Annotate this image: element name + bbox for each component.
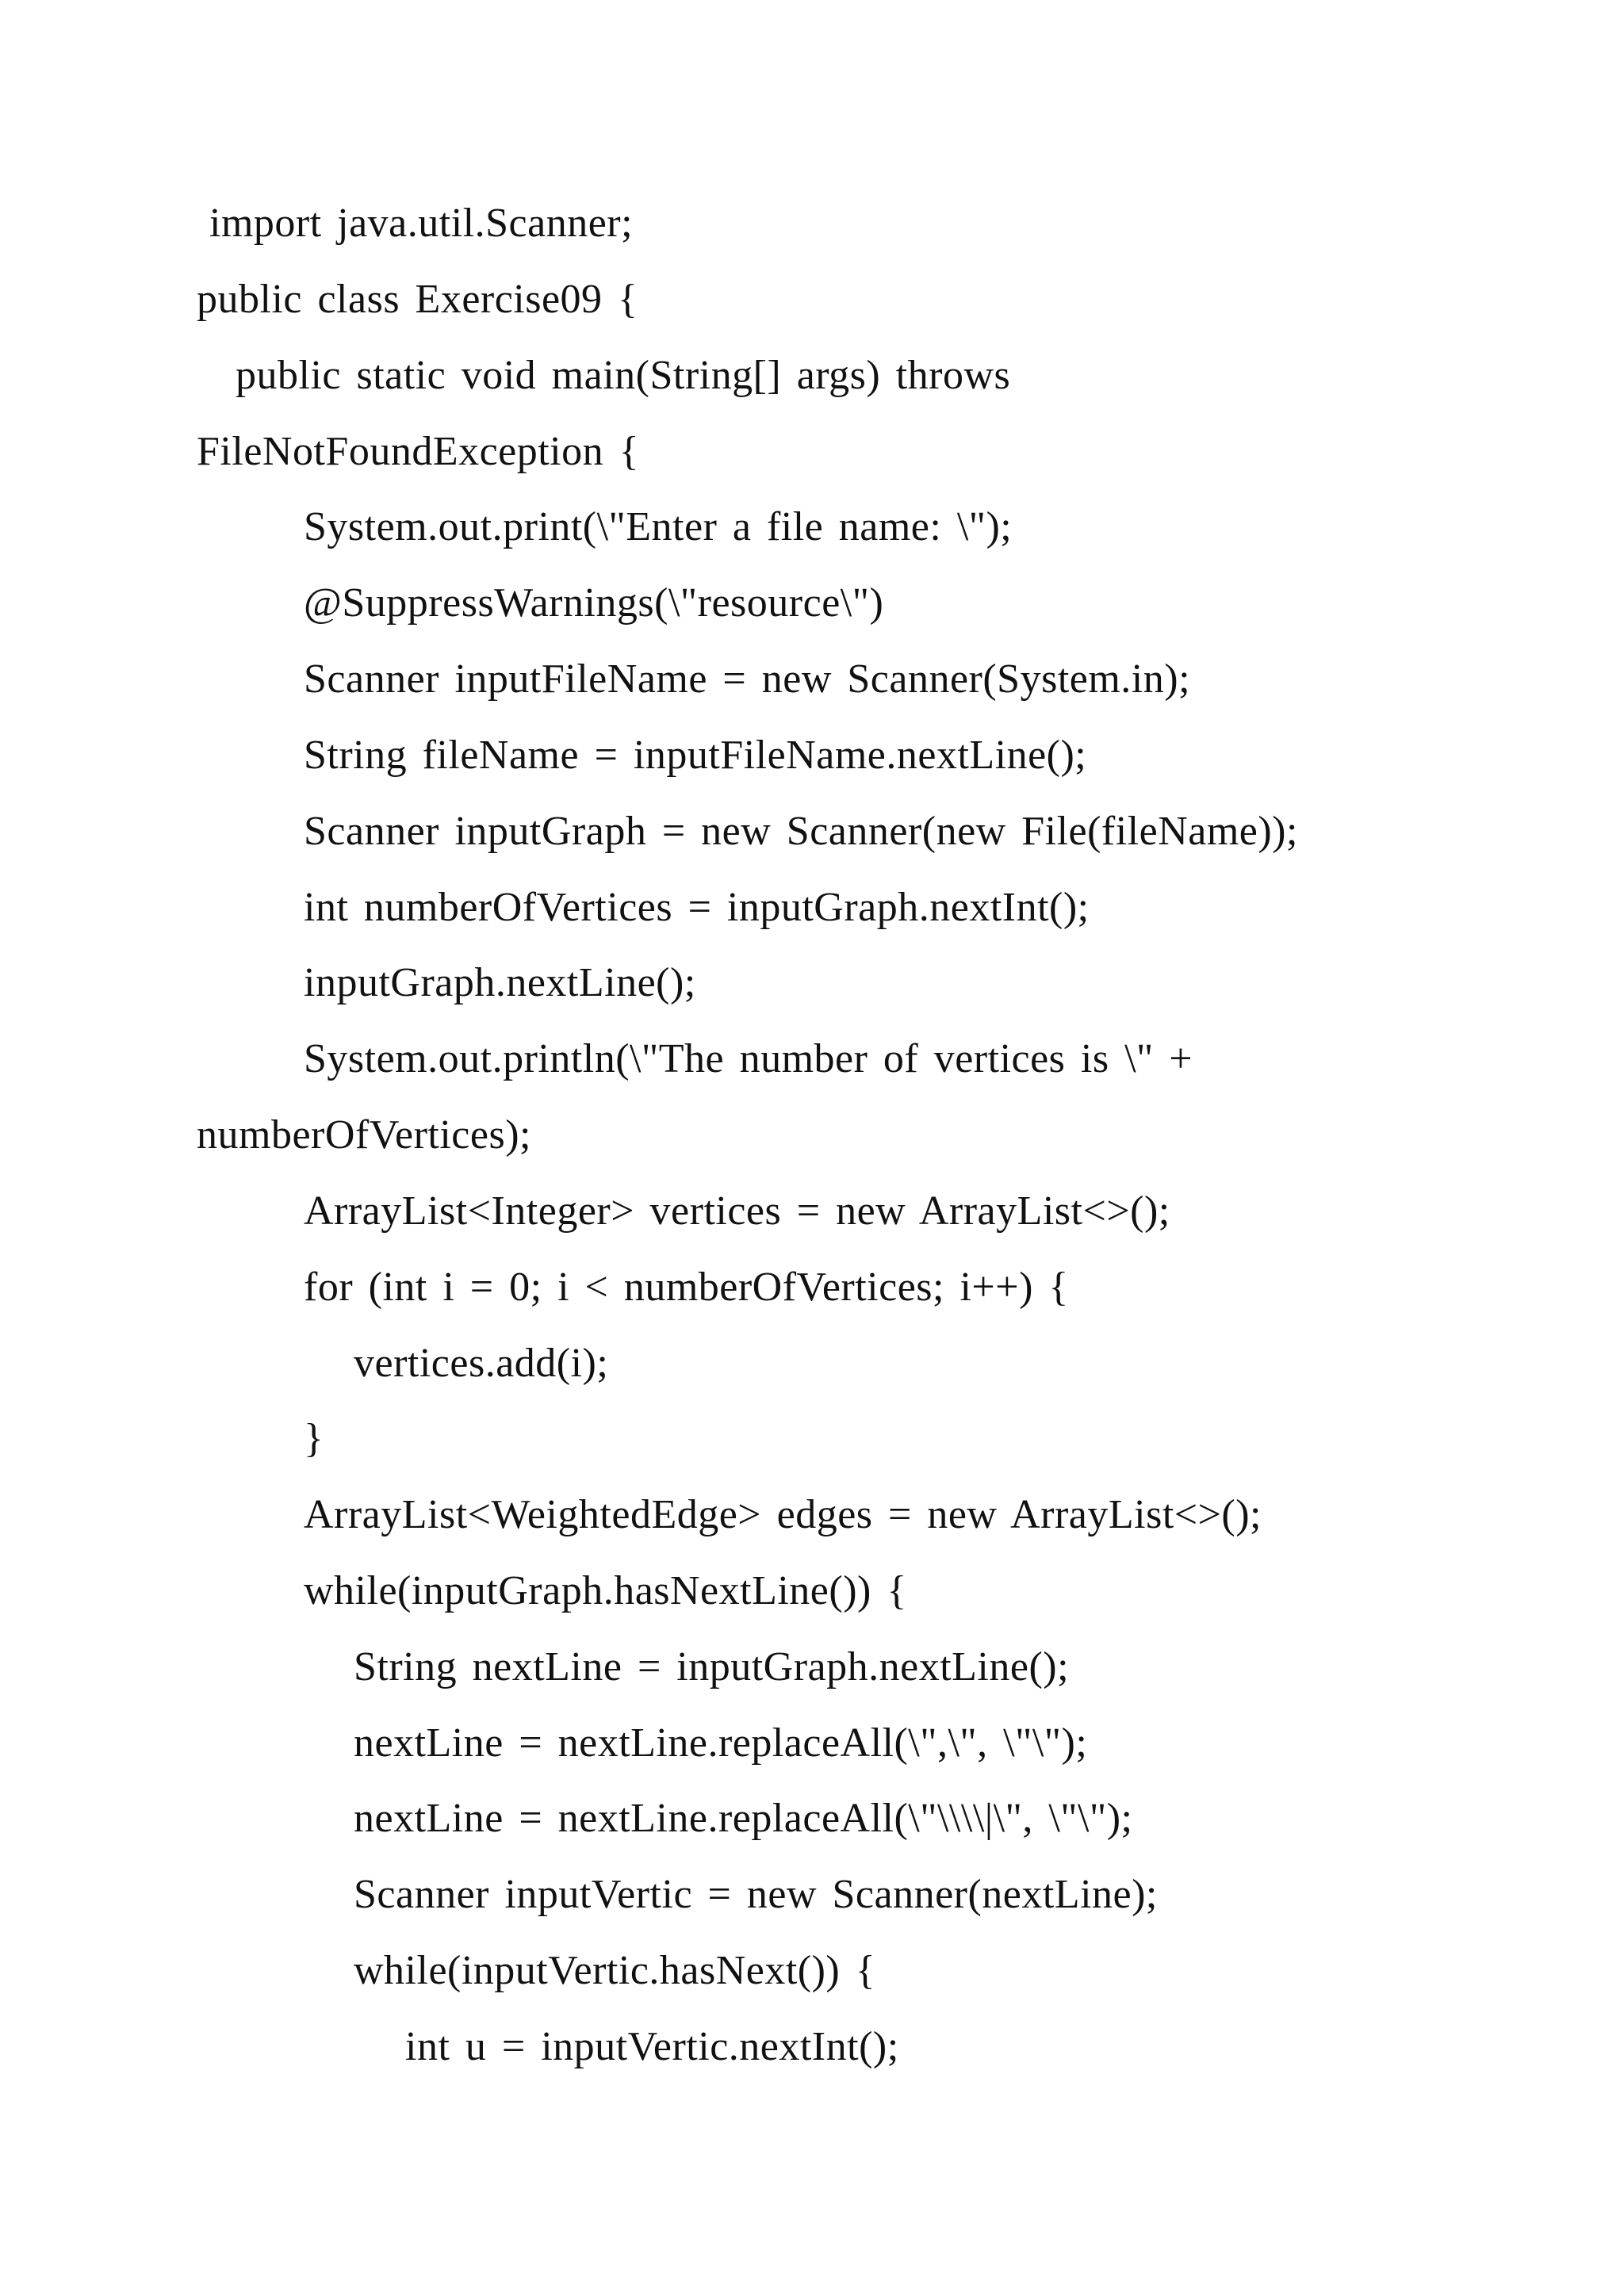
code-line: }	[304, 1416, 324, 1461]
code-line: int u = inputVertic.nextInt();	[405, 2024, 899, 2069]
code-line: vertices.add(i);	[354, 1341, 609, 1386]
code-line: while(inputVertic.hasNext()) {	[354, 1948, 876, 1993]
code-line: String nextLine = inputGraph.nextLine();	[354, 1644, 1070, 1689]
code-line: FileNotFoundException {	[197, 429, 640, 474]
code-line: int numberOfVertices = inputGraph.nextInt();	[304, 885, 1090, 930]
code-line: nextLine = nextLine.replaceAll(\",\", \"\");	[354, 1720, 1088, 1766]
code-line: Scanner inputFileName = new Scanner(System.in);	[304, 656, 1191, 702]
code-line: String fileName = inputFileName.nextLine();	[304, 733, 1087, 778]
code-line: import java.util.Scanner;	[209, 201, 634, 246]
code-line: public static void main(String[] args) throws	[236, 353, 1011, 398]
code-line: public class Exercise09 {	[197, 277, 638, 322]
code-line: nextLine = nextLine.replaceAll(\"\\\\|\", \"\");	[354, 1796, 1133, 1841]
code-line: ArrayList<Integer> vertices = new ArrayList<>();	[304, 1188, 1170, 1234]
code-line: numberOfVertices);	[197, 1112, 531, 1158]
code-line: System.out.println(\"The number of vertices is \" +	[304, 1036, 1193, 1081]
code-line: @SuppressWarnings(\"resource\")	[304, 580, 884, 626]
code-line: Scanner inputGraph = new Scanner(new File(fileName));	[304, 809, 1298, 854]
code-line: for (int i = 0; i < numberOfVertices; i++) {	[304, 1265, 1069, 1310]
code-line: Scanner inputVertic = new Scanner(nextLine);	[354, 1872, 1158, 1917]
code-line: System.out.print(\"Enter a file name: \");	[304, 504, 1013, 549]
code-line: ArrayList<WeightedEdge> edges = new ArrayList<>();	[304, 1492, 1262, 1537]
code-line: while(inputGraph.hasNextLine()) {	[304, 1568, 907, 1613]
code-line: inputGraph.nextLine();	[304, 960, 696, 1005]
